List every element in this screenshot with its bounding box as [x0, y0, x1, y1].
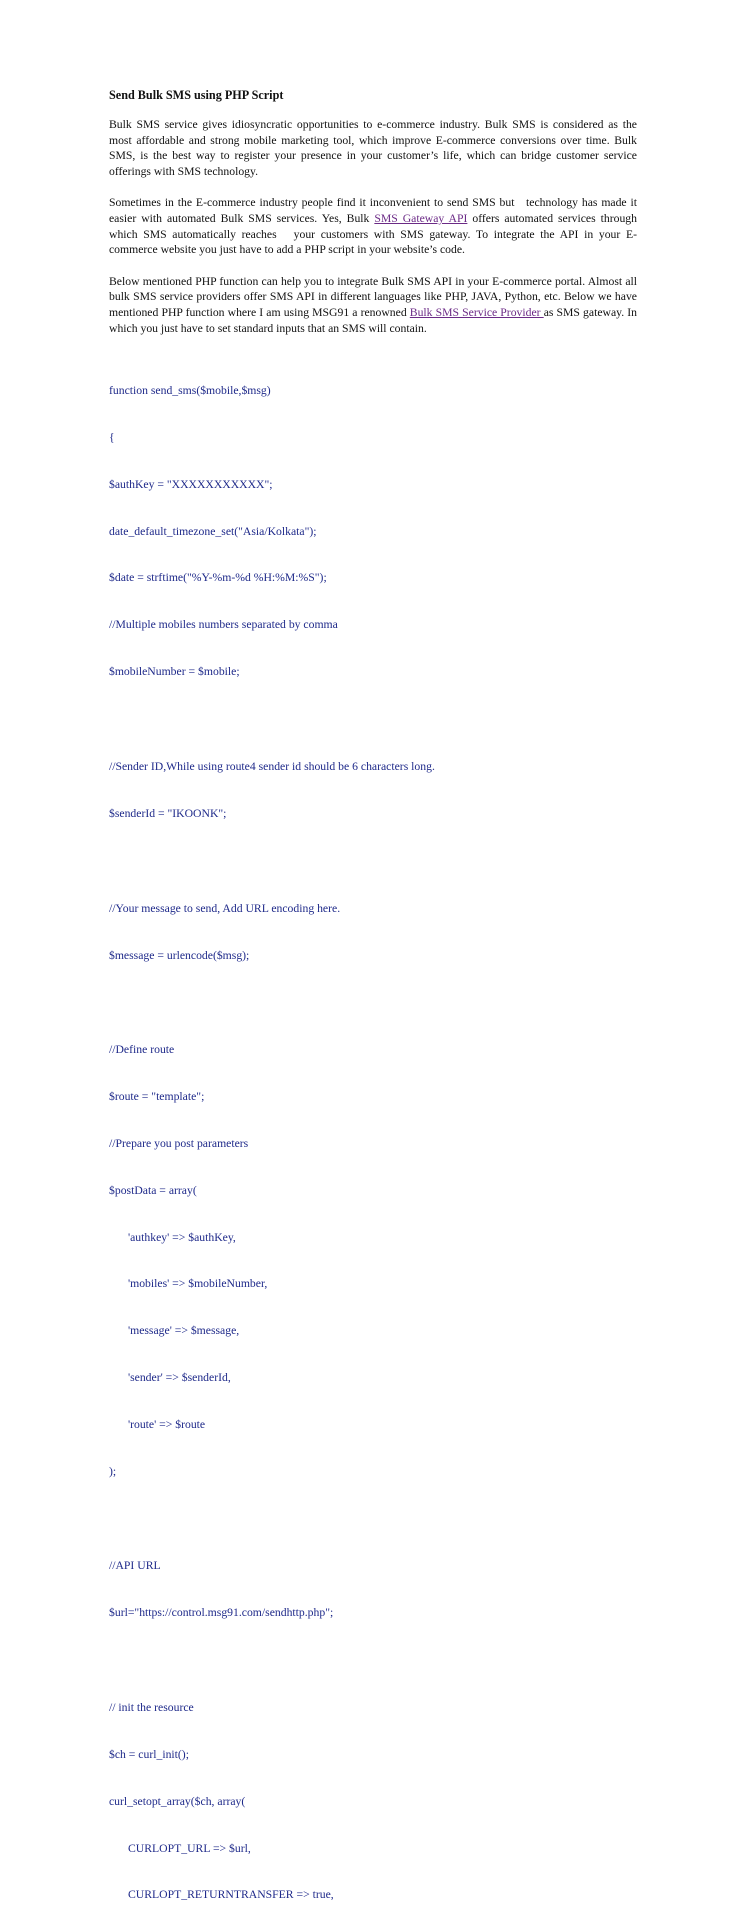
code-line: $senderId = "IKOONK"; [109, 806, 227, 820]
code-line: $mobileNumber = $mobile; [109, 665, 240, 678]
code-line: // init the resource [109, 1701, 194, 1715]
gateway-paragraph [109, 195, 637, 257]
code-line: 'authkey' => $authKey, [128, 1230, 236, 1244]
code-line: $url="https://control.msg91.com/sendhttp.php"; [109, 1606, 334, 1620]
code-line: ); [109, 1464, 117, 1478]
code-line: $postData = array( [109, 1183, 197, 1197]
code-line: CURLOPT_RETURNTRANSFER => true, [128, 1888, 334, 1902]
gateway-paragraph-after: offers automated services through which SMS automatically reaches your customers with SMS gateway. To integrate the API in your E-commerce website you just have to add a PHP script in your website’s code. [109, 211, 637, 257]
code-line: date_default_timezone_set("Asia/Kolkata"); [109, 524, 317, 538]
code-line: 'mobiles' => $mobileNumber, [128, 1277, 268, 1291]
code-line: 'route' => $route [128, 1417, 206, 1431]
code-line: //Sender ID,While using route4 sender id should be 6 characters long. [109, 759, 435, 773]
code-line: { [109, 431, 115, 445]
provider-paragraph [109, 274, 637, 336]
code-line: //Your message to send, Add URL encoding here. [109, 901, 341, 915]
code-line: $ch = curl_init(); [109, 1748, 189, 1761]
code-line: 'sender' => $senderId, [128, 1370, 231, 1384]
code-line: function send_sms($mobile,$msg) [109, 384, 271, 398]
provider-paragraph-before: Below mentioned PHP function can help you to integrate Bulk SMS API in your E-commerce portal. Almost all bulk SMS service providers offer SMS API in different languages like PHP, JAVA, Python, etc. Below we have mentioned PHP function where I am using MSG91 a renowned [109, 274, 637, 319]
bulk-sms-provider-link[interactable]: Bulk SMS Service Provider [409, 305, 544, 319]
intro-paragraph-text: Bulk SMS service gives idiosyncratic opportunities to e-commerce industry. Bulk SMS is considered as the most affordable and strong mobile marketing tool, which improve E-commerce conversions over time. Bulk SMS, is the best way to register your presence in your customer’s life, which can bridge customer service offerings with SMS technology. [109, 118, 637, 178]
code-blank-line [109, 711, 637, 728]
code-line: //Multiple mobiles numbers separated by comma [109, 618, 338, 632]
php-code-block [109, 352, 637, 1928]
code-line: curl_setopt_array($ch, array( [109, 1794, 246, 1808]
code-line: $date = strftime("%Y-%m-%d %H:%M:%S"); [109, 571, 327, 585]
sms-gateway-api-link[interactable]: SMS Gateway API [374, 211, 468, 225]
gateway-paragraph-before: Sometimes in the E-commerce industry people find it inconvenient to send SMS but technology has made it easier with automated Bulk SMS services. Yes, Bulk [109, 196, 637, 225]
code-blank-line [109, 853, 637, 870]
intro-paragraph [109, 117, 637, 179]
code-blank-line [109, 994, 637, 1011]
code-line: CURLOPT_URL => $url, [128, 1841, 251, 1855]
code-line: $authKey = "XXXXXXXXXXX"; [109, 477, 273, 491]
code-line: //Define route [109, 1043, 175, 1057]
provider-paragraph-after: as SMS gateway. In which you just have to set standard inputs that an SMS will contain. [109, 305, 637, 335]
document-title: Send Bulk SMS using PHP Script [109, 88, 284, 102]
code-line: //Prepare you post parameters [109, 1137, 249, 1151]
document-page [109, 88, 637, 1928]
code-line: $route = "template"; [109, 1090, 205, 1104]
code-line: 'message' => $message, [128, 1324, 240, 1338]
code-line: //API URL [109, 1559, 161, 1573]
code-line: $message = urlencode($msg); [109, 948, 250, 962]
code-blank-line [109, 1652, 637, 1669]
code-blank-line [109, 1510, 637, 1527]
